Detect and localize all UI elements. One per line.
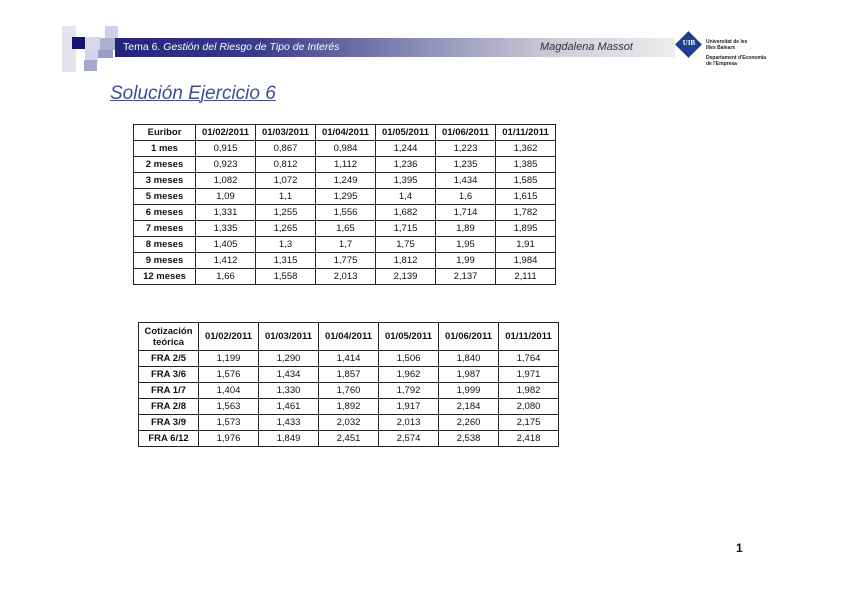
column-header-date: 01/06/2011 bbox=[439, 323, 499, 351]
table-cell: 2,451 bbox=[319, 431, 379, 447]
table-cell: 1,840 bbox=[439, 351, 499, 367]
row-label: FRA 2/8 bbox=[139, 399, 199, 415]
table-cell: 1,404 bbox=[199, 383, 259, 399]
table-cell: 1,09 bbox=[196, 189, 256, 205]
table-row bbox=[139, 415, 559, 431]
table-cell: 1,75 bbox=[376, 237, 436, 253]
table-cell: 0,923 bbox=[196, 157, 256, 173]
table-cell: 0,915 bbox=[196, 141, 256, 157]
table-cell: 1,082 bbox=[196, 173, 256, 189]
table-cell: 1,91 bbox=[496, 237, 556, 253]
table-row bbox=[139, 399, 559, 415]
row-label: FRA 3/6 bbox=[139, 367, 199, 383]
column-header-date: 01/04/2011 bbox=[316, 125, 376, 141]
table-cell: 1,573 bbox=[199, 415, 259, 431]
table-cell: 2,111 bbox=[496, 269, 556, 285]
table-cell: 2,080 bbox=[499, 399, 559, 415]
table-cell: 1,199 bbox=[199, 351, 259, 367]
fra-corner-header: Cotización teórica bbox=[139, 323, 199, 351]
row-label: 7 meses bbox=[134, 221, 196, 237]
table-cell: 2,418 bbox=[499, 431, 559, 447]
table-row bbox=[134, 237, 556, 253]
table-row bbox=[134, 221, 556, 237]
row-label: FRA 1/7 bbox=[139, 383, 199, 399]
table-cell: 1,715 bbox=[376, 221, 436, 237]
table-cell: 1,775 bbox=[316, 253, 376, 269]
table-row bbox=[139, 351, 559, 367]
table-cell: 1,331 bbox=[196, 205, 256, 221]
table-cell: 1,3 bbox=[256, 237, 316, 253]
euribor-corner-header: Euribor bbox=[134, 125, 196, 141]
table-cell: 1,362 bbox=[496, 141, 556, 157]
row-label: 8 meses bbox=[134, 237, 196, 253]
topic-number: Tema 6. bbox=[123, 41, 161, 53]
table-cell: 1,585 bbox=[496, 173, 556, 189]
table-cell: 1,4 bbox=[376, 189, 436, 205]
table-cell: 2,574 bbox=[379, 431, 439, 447]
table-cell: 1,971 bbox=[499, 367, 559, 383]
table-row bbox=[134, 189, 556, 205]
table-cell: 1,982 bbox=[499, 383, 559, 399]
page-title: Solución Ejercicio 6 bbox=[110, 83, 276, 104]
table-row bbox=[134, 253, 556, 269]
row-label: FRA 2/5 bbox=[139, 351, 199, 367]
row-label: 12 meses bbox=[134, 269, 196, 285]
row-label: 1 mes bbox=[134, 141, 196, 157]
table-cell: 1,976 bbox=[199, 431, 259, 447]
table-row bbox=[134, 173, 556, 189]
table-cell: 1,335 bbox=[196, 221, 256, 237]
row-label: 6 meses bbox=[134, 205, 196, 221]
table-cell: 1,506 bbox=[379, 351, 439, 367]
table-cell: 1,987 bbox=[439, 367, 499, 383]
uib-diamond-logo-icon: UIB bbox=[676, 32, 702, 58]
table-cell: 2,260 bbox=[439, 415, 499, 431]
table-cell: 1,892 bbox=[319, 399, 379, 415]
column-header-date: 01/03/2011 bbox=[259, 323, 319, 351]
table-cell: 1,395 bbox=[376, 173, 436, 189]
table-cell: 2,139 bbox=[376, 269, 436, 285]
row-label: 2 meses bbox=[134, 157, 196, 173]
table-cell: 1,112 bbox=[316, 157, 376, 173]
table-cell: 1,315 bbox=[256, 253, 316, 269]
row-label: 9 meses bbox=[134, 253, 196, 269]
table-cell: 1,962 bbox=[379, 367, 439, 383]
table-cell: 1,66 bbox=[196, 269, 256, 285]
table-cell: 1,89 bbox=[436, 221, 496, 237]
table-cell: 1,857 bbox=[319, 367, 379, 383]
table-cell: 1,556 bbox=[316, 205, 376, 221]
table-row bbox=[139, 367, 559, 383]
table-cell: 1,6 bbox=[436, 189, 496, 205]
topic-title: Gestión del Riesgo de Tipo de Interés bbox=[163, 41, 340, 53]
table-cell: 1,295 bbox=[316, 189, 376, 205]
logo-university-name: Universitat de les Illes Balears bbox=[706, 39, 748, 51]
header-topic bbox=[123, 41, 339, 53]
table-cell: 1,563 bbox=[199, 399, 259, 415]
row-label: FRA 3/9 bbox=[139, 415, 199, 431]
table-cell: 1,434 bbox=[259, 367, 319, 383]
table-cell: 2,013 bbox=[316, 269, 376, 285]
table-cell: 2,538 bbox=[439, 431, 499, 447]
row-label: FRA 6/12 bbox=[139, 431, 199, 447]
table-row bbox=[134, 269, 556, 285]
table-cell: 1,461 bbox=[259, 399, 319, 415]
table-cell: 1,265 bbox=[256, 221, 316, 237]
author-name: Magdalena Massot bbox=[540, 41, 633, 53]
table-cell: 0,812 bbox=[256, 157, 316, 173]
table-cell: 1,434 bbox=[436, 173, 496, 189]
table-row bbox=[134, 205, 556, 221]
table-cell: 1,223 bbox=[436, 141, 496, 157]
page-number: 1 bbox=[736, 541, 743, 555]
table-cell: 1,99 bbox=[436, 253, 496, 269]
table-cell: 1,255 bbox=[256, 205, 316, 221]
column-header-date: 01/11/2011 bbox=[499, 323, 559, 351]
column-header-date: 01/03/2011 bbox=[256, 125, 316, 141]
table-row bbox=[139, 383, 559, 399]
table-cell: 1,414 bbox=[319, 351, 379, 367]
table-cell: 1,714 bbox=[436, 205, 496, 221]
table-row bbox=[134, 141, 556, 157]
fra-table bbox=[138, 322, 559, 447]
column-header-date: 01/11/2011 bbox=[496, 125, 556, 141]
table-cell: 1,1 bbox=[256, 189, 316, 205]
table-cell: 1,330 bbox=[259, 383, 319, 399]
table-cell: 1,576 bbox=[199, 367, 259, 383]
table-cell: 1,235 bbox=[436, 157, 496, 173]
table-cell: 1,244 bbox=[376, 141, 436, 157]
table-cell: 1,290 bbox=[259, 351, 319, 367]
column-header-date: 01/04/2011 bbox=[319, 323, 379, 351]
table-cell: 1,405 bbox=[196, 237, 256, 253]
table-cell: 1,792 bbox=[379, 383, 439, 399]
column-header-date: 01/05/2011 bbox=[379, 323, 439, 351]
table-cell: 1,984 bbox=[496, 253, 556, 269]
euribor-table bbox=[133, 124, 556, 285]
row-label: 3 meses bbox=[134, 173, 196, 189]
table-row bbox=[139, 431, 559, 447]
table-cell: 2,175 bbox=[499, 415, 559, 431]
column-header-date: 01/02/2011 bbox=[199, 323, 259, 351]
table-cell: 0,867 bbox=[256, 141, 316, 157]
table-cell: 1,558 bbox=[256, 269, 316, 285]
table-cell: 1,95 bbox=[436, 237, 496, 253]
table-cell: 1,249 bbox=[316, 173, 376, 189]
table-cell: 2,137 bbox=[436, 269, 496, 285]
table-cell: 2,184 bbox=[439, 399, 499, 415]
table-row bbox=[134, 157, 556, 173]
row-label: 5 meses bbox=[134, 189, 196, 205]
table-cell: 1,412 bbox=[196, 253, 256, 269]
table-cell: 1,917 bbox=[379, 399, 439, 415]
table-cell: 1,615 bbox=[496, 189, 556, 205]
table-cell: 1,072 bbox=[256, 173, 316, 189]
table-cell: 1,385 bbox=[496, 157, 556, 173]
column-header-date: 01/06/2011 bbox=[436, 125, 496, 141]
table-cell: 0,984 bbox=[316, 141, 376, 157]
table-cell: 1,849 bbox=[259, 431, 319, 447]
table-cell: 1,812 bbox=[376, 253, 436, 269]
table-cell: 2,032 bbox=[319, 415, 379, 431]
table-cell: 1,999 bbox=[439, 383, 499, 399]
table-cell: 1,895 bbox=[496, 221, 556, 237]
column-header-date: 01/02/2011 bbox=[196, 125, 256, 141]
table-cell: 1,782 bbox=[496, 205, 556, 221]
column-header-date: 01/05/2011 bbox=[376, 125, 436, 141]
table-cell: 1,682 bbox=[376, 205, 436, 221]
table-cell: 1,764 bbox=[499, 351, 559, 367]
table-cell: 1,236 bbox=[376, 157, 436, 173]
table-cell: 2,013 bbox=[379, 415, 439, 431]
table-cell: 1,433 bbox=[259, 415, 319, 431]
table-cell: 1,65 bbox=[316, 221, 376, 237]
table-cell: 1,760 bbox=[319, 383, 379, 399]
table-cell: 1,7 bbox=[316, 237, 376, 253]
logo-department-name: Departament d'Economia de l'Empresa bbox=[706, 55, 767, 67]
